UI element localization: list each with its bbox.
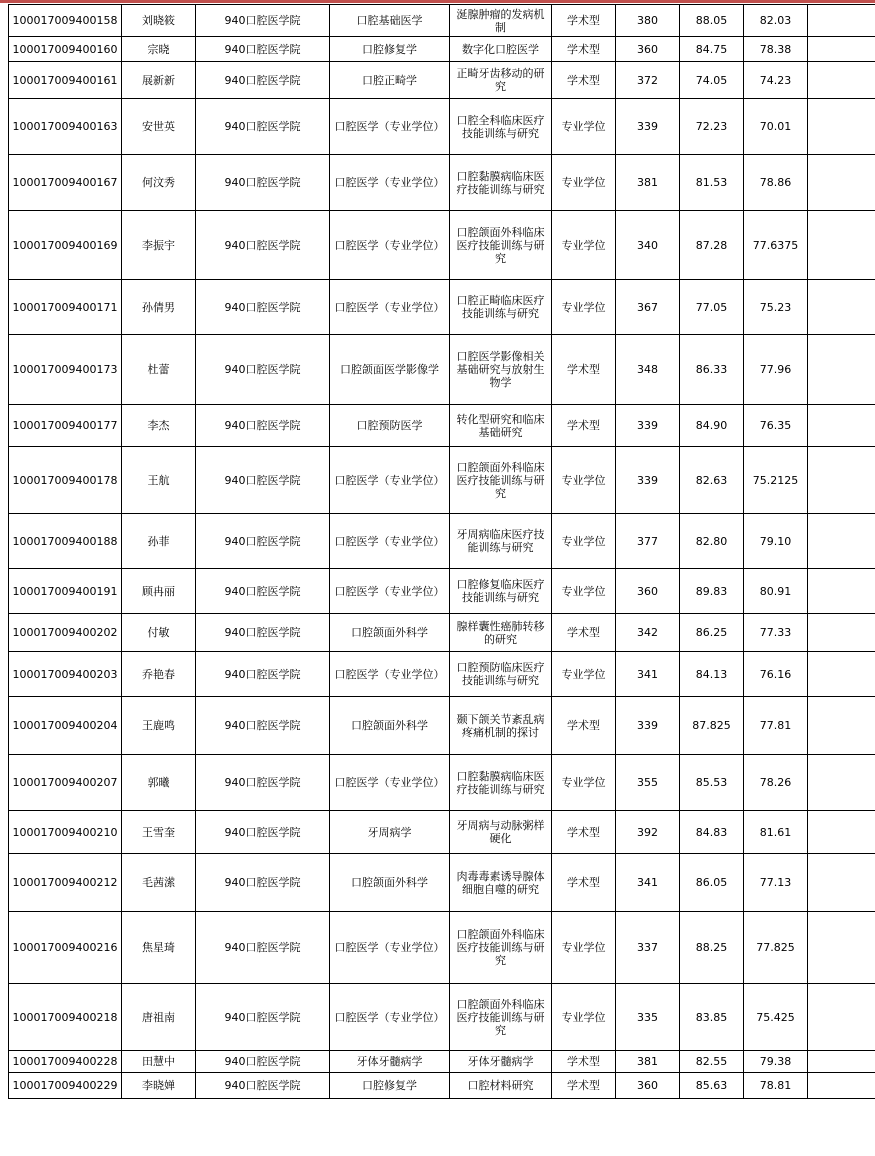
cell-major: 口腔医学（专业学位） (330, 280, 450, 335)
cell-exam-number: 100017009400212 (9, 854, 122, 912)
top-border-line (0, 0, 875, 3)
cell-name: 郭曦 (122, 755, 196, 811)
table-row (9, 405, 875, 447)
cell-major: 口腔医学（专业学位） (330, 652, 450, 697)
cell-research-direction: 口腔黏膜病临床医疗技能训练与研究 (450, 755, 552, 811)
cell-research-direction: 口腔黏膜病临床医疗技能训练与研究 (450, 155, 552, 211)
cell-college: 940口腔医学院 (196, 37, 330, 62)
cell-major: 口腔医学（专业学位） (330, 99, 450, 155)
cell-total-score: 77.33 (744, 614, 808, 652)
cell-remark (808, 755, 875, 811)
cell-remark (808, 811, 875, 854)
cell-degree-type: 专业学位 (552, 912, 616, 984)
cell-degree-type: 专业学位 (552, 652, 616, 697)
cell-college: 940口腔医学院 (196, 514, 330, 569)
cell-initial-score: 367 (616, 280, 680, 335)
cell-initial-score: 339 (616, 697, 680, 755)
cell-remark (808, 99, 875, 155)
cell-total-score: 70.01 (744, 99, 808, 155)
table-row (9, 447, 875, 514)
cell-degree-type: 学术型 (552, 1051, 616, 1073)
cell-total-score: 77.96 (744, 335, 808, 405)
cell-degree-type: 专业学位 (552, 447, 616, 514)
cell-total-score: 79.38 (744, 1051, 808, 1073)
table-row (9, 569, 875, 614)
cell-retest-score: 87.825 (680, 697, 744, 755)
cell-name: 孙菲 (122, 514, 196, 569)
cell-initial-score: 360 (616, 1073, 680, 1099)
cell-degree-type: 学术型 (552, 335, 616, 405)
table-row (9, 755, 875, 811)
cell-retest-score: 84.83 (680, 811, 744, 854)
cell-name: 刘晓筱 (122, 5, 196, 37)
cell-name: 杜蕾 (122, 335, 196, 405)
cell-total-score: 77.6375 (744, 211, 808, 280)
cell-name: 王鹿鸣 (122, 697, 196, 755)
cell-research-direction: 口腔预防临床医疗技能训练与研究 (450, 652, 552, 697)
cell-college: 940口腔医学院 (196, 447, 330, 514)
cell-initial-score: 348 (616, 335, 680, 405)
table-row (9, 1073, 875, 1099)
cell-college: 940口腔医学院 (196, 569, 330, 614)
cell-initial-score: 360 (616, 37, 680, 62)
cell-degree-type: 学术型 (552, 811, 616, 854)
cell-research-direction: 数字化口腔医学 (450, 37, 552, 62)
cell-exam-number: 100017009400228 (9, 1051, 122, 1073)
cell-name: 田慧中 (122, 1051, 196, 1073)
cell-major: 口腔正畸学 (330, 62, 450, 99)
cell-retest-score: 84.90 (680, 405, 744, 447)
cell-total-score: 75.2125 (744, 447, 808, 514)
cell-college: 940口腔医学院 (196, 614, 330, 652)
cell-college: 940口腔医学院 (196, 99, 330, 155)
cell-name: 乔艳春 (122, 652, 196, 697)
cell-initial-score: 337 (616, 912, 680, 984)
cell-retest-score: 85.63 (680, 1073, 744, 1099)
cell-college: 940口腔医学院 (196, 811, 330, 854)
cell-total-score: 81.61 (744, 811, 808, 854)
cell-initial-score: 372 (616, 62, 680, 99)
cell-major: 口腔医学（专业学位） (330, 211, 450, 280)
cell-major: 口腔颌面外科学 (330, 614, 450, 652)
cell-research-direction: 颞下颌关节紊乱病疼痛机制的探讨 (450, 697, 552, 755)
cell-college: 940口腔医学院 (196, 912, 330, 984)
cell-name: 顾冉丽 (122, 569, 196, 614)
cell-total-score: 78.26 (744, 755, 808, 811)
cell-remark (808, 405, 875, 447)
cell-retest-score: 86.05 (680, 854, 744, 912)
cell-college: 940口腔医学院 (196, 854, 330, 912)
cell-degree-type: 专业学位 (552, 211, 616, 280)
cell-initial-score: 380 (616, 5, 680, 37)
cell-degree-type: 学术型 (552, 37, 616, 62)
cell-major: 牙周病学 (330, 811, 450, 854)
cell-degree-type: 学术型 (552, 5, 616, 37)
cell-major: 口腔医学（专业学位） (330, 447, 450, 514)
cell-name: 何汶秀 (122, 155, 196, 211)
cell-degree-type: 专业学位 (552, 569, 616, 614)
cell-college: 940口腔医学院 (196, 755, 330, 811)
admission-list-table (8, 4, 875, 1099)
cell-major: 牙体牙髓病学 (330, 1051, 450, 1073)
cell-research-direction: 口腔颌面外科临床医疗技能训练与研究 (450, 447, 552, 514)
cell-research-direction: 口腔材料研究 (450, 1073, 552, 1099)
cell-research-direction: 牙周病临床医疗技能训练与研究 (450, 514, 552, 569)
cell-total-score: 80.91 (744, 569, 808, 614)
cell-initial-score: 381 (616, 155, 680, 211)
cell-name: 毛茜潆 (122, 854, 196, 912)
cell-degree-type: 学术型 (552, 62, 616, 99)
cell-initial-score: 342 (616, 614, 680, 652)
cell-name: 付敏 (122, 614, 196, 652)
cell-retest-score: 87.28 (680, 211, 744, 280)
cell-college: 940口腔医学院 (196, 155, 330, 211)
cell-remark (808, 5, 875, 37)
cell-research-direction: 口腔医学影像相关基础研究与放射生物学 (450, 335, 552, 405)
cell-research-direction: 口腔颌面外科临床医疗技能训练与研究 (450, 912, 552, 984)
cell-retest-score: 74.05 (680, 62, 744, 99)
cell-remark (808, 280, 875, 335)
cell-retest-score: 82.63 (680, 447, 744, 514)
cell-degree-type: 专业学位 (552, 984, 616, 1051)
cell-research-direction: 肉毒毒素诱导腺体细胞自噬的研究 (450, 854, 552, 912)
table-row (9, 811, 875, 854)
cell-college: 940口腔医学院 (196, 984, 330, 1051)
cell-major: 口腔医学（专业学位） (330, 569, 450, 614)
cell-remark (808, 984, 875, 1051)
cell-exam-number: 100017009400163 (9, 99, 122, 155)
table-row (9, 280, 875, 335)
cell-research-direction: 正畸牙齿移动的研究 (450, 62, 552, 99)
cell-exam-number: 100017009400158 (9, 5, 122, 37)
cell-degree-type: 专业学位 (552, 755, 616, 811)
cell-remark (808, 614, 875, 652)
cell-research-direction: 转化型研究和临床基础研究 (450, 405, 552, 447)
cell-retest-score: 88.25 (680, 912, 744, 984)
cell-exam-number: 100017009400204 (9, 697, 122, 755)
cell-total-score: 78.38 (744, 37, 808, 62)
cell-retest-score: 85.53 (680, 755, 744, 811)
cell-total-score: 82.03 (744, 5, 808, 37)
cell-degree-type: 学术型 (552, 854, 616, 912)
cell-retest-score: 81.53 (680, 155, 744, 211)
cell-college: 940口腔医学院 (196, 62, 330, 99)
cell-total-score: 77.13 (744, 854, 808, 912)
cell-initial-score: 339 (616, 99, 680, 155)
cell-college: 940口腔医学院 (196, 1073, 330, 1099)
cell-retest-score: 89.83 (680, 569, 744, 614)
table-row (9, 211, 875, 280)
cell-name: 王航 (122, 447, 196, 514)
cell-initial-score: 392 (616, 811, 680, 854)
cell-exam-number: 100017009400171 (9, 280, 122, 335)
cell-initial-score: 381 (616, 1051, 680, 1073)
cell-exam-number: 100017009400218 (9, 984, 122, 1051)
cell-major: 口腔医学（专业学位） (330, 755, 450, 811)
cell-initial-score: 341 (616, 652, 680, 697)
cell-college: 940口腔医学院 (196, 335, 330, 405)
cell-degree-type: 专业学位 (552, 155, 616, 211)
cell-remark (808, 652, 875, 697)
cell-initial-score: 339 (616, 447, 680, 514)
cell-major: 口腔医学（专业学位） (330, 155, 450, 211)
cell-name: 孙倩男 (122, 280, 196, 335)
cell-retest-score: 83.85 (680, 984, 744, 1051)
cell-retest-score: 82.55 (680, 1051, 744, 1073)
cell-exam-number: 100017009400161 (9, 62, 122, 99)
cell-name: 李晓婵 (122, 1073, 196, 1099)
table-row (9, 854, 875, 912)
table-row (9, 912, 875, 984)
cell-initial-score: 355 (616, 755, 680, 811)
cell-exam-number: 100017009400173 (9, 335, 122, 405)
cell-total-score: 75.23 (744, 280, 808, 335)
cell-college: 940口腔医学院 (196, 211, 330, 280)
cell-major: 口腔医学（专业学位） (330, 912, 450, 984)
cell-degree-type: 学术型 (552, 405, 616, 447)
cell-remark (808, 447, 875, 514)
cell-remark (808, 1051, 875, 1073)
cell-exam-number: 100017009400167 (9, 155, 122, 211)
cell-major: 口腔颌面医学影像学 (330, 335, 450, 405)
cell-total-score: 78.86 (744, 155, 808, 211)
cell-college: 940口腔医学院 (196, 405, 330, 447)
cell-name: 李杰 (122, 405, 196, 447)
table-row (9, 614, 875, 652)
cell-remark (808, 697, 875, 755)
cell-name: 宗晓 (122, 37, 196, 62)
cell-research-direction: 口腔正畸临床医疗技能训练与研究 (450, 280, 552, 335)
cell-major: 口腔医学（专业学位） (330, 514, 450, 569)
cell-major: 口腔颌面外科学 (330, 854, 450, 912)
cell-remark (808, 335, 875, 405)
cell-remark (808, 1073, 875, 1099)
cell-degree-type: 学术型 (552, 1073, 616, 1099)
cell-remark (808, 912, 875, 984)
cell-remark (808, 211, 875, 280)
cell-remark (808, 155, 875, 211)
cell-major: 口腔修复学 (330, 1073, 450, 1099)
cell-retest-score: 82.80 (680, 514, 744, 569)
table-row (9, 514, 875, 569)
cell-college: 940口腔医学院 (196, 1051, 330, 1073)
table-row (9, 37, 875, 62)
cell-total-score: 75.425 (744, 984, 808, 1051)
cell-major: 口腔基础医学 (330, 5, 450, 37)
cell-retest-score: 72.23 (680, 99, 744, 155)
cell-exam-number: 100017009400188 (9, 514, 122, 569)
cell-initial-score: 360 (616, 569, 680, 614)
cell-total-score: 77.81 (744, 697, 808, 755)
cell-exam-number: 100017009400207 (9, 755, 122, 811)
cell-research-direction: 口腔颌面外科临床医疗技能训练与研究 (450, 984, 552, 1051)
cell-retest-score: 86.25 (680, 614, 744, 652)
cell-name: 焦星琦 (122, 912, 196, 984)
cell-total-score: 74.23 (744, 62, 808, 99)
cell-exam-number: 100017009400178 (9, 447, 122, 514)
cell-retest-score: 84.13 (680, 652, 744, 697)
cell-initial-score: 340 (616, 211, 680, 280)
table-row (9, 335, 875, 405)
cell-remark (808, 854, 875, 912)
cell-initial-score: 377 (616, 514, 680, 569)
cell-exam-number: 100017009400202 (9, 614, 122, 652)
cell-college: 940口腔医学院 (196, 652, 330, 697)
cell-degree-type: 专业学位 (552, 280, 616, 335)
cell-total-score: 76.35 (744, 405, 808, 447)
cell-remark (808, 37, 875, 62)
cell-research-direction: 口腔全科临床医疗技能训练与研究 (450, 99, 552, 155)
table-row (9, 1051, 875, 1073)
cell-name: 安世英 (122, 99, 196, 155)
cell-major: 口腔修复学 (330, 37, 450, 62)
cell-initial-score: 335 (616, 984, 680, 1051)
cell-exam-number: 100017009400177 (9, 405, 122, 447)
cell-remark (808, 514, 875, 569)
cell-retest-score: 77.05 (680, 280, 744, 335)
cell-exam-number: 100017009400216 (9, 912, 122, 984)
cell-total-score: 76.16 (744, 652, 808, 697)
table-row (9, 652, 875, 697)
cell-retest-score: 86.33 (680, 335, 744, 405)
table-row (9, 984, 875, 1051)
table-row (9, 697, 875, 755)
cell-initial-score: 341 (616, 854, 680, 912)
cell-major: 口腔预防医学 (330, 405, 450, 447)
table-row (9, 99, 875, 155)
cell-college: 940口腔医学院 (196, 697, 330, 755)
cell-research-direction: 牙体牙髓病学 (450, 1051, 552, 1073)
cell-degree-type: 学术型 (552, 697, 616, 755)
cell-exam-number: 100017009400203 (9, 652, 122, 697)
cell-exam-number: 100017009400210 (9, 811, 122, 854)
cell-college: 940口腔医学院 (196, 5, 330, 37)
cell-research-direction: 牙周病与动脉粥样硬化 (450, 811, 552, 854)
cell-research-direction: 口腔修复临床医疗技能训练与研究 (450, 569, 552, 614)
cell-degree-type: 专业学位 (552, 514, 616, 569)
cell-college: 940口腔医学院 (196, 280, 330, 335)
cell-major: 口腔颌面外科学 (330, 697, 450, 755)
table-row (9, 5, 875, 37)
cell-total-score: 79.10 (744, 514, 808, 569)
cell-research-direction: 腺样囊性癌肺转移的研究 (450, 614, 552, 652)
cell-retest-score: 88.05 (680, 5, 744, 37)
cell-research-direction: 涎腺肿瘤的发病机制 (450, 5, 552, 37)
cell-major: 口腔医学（专业学位） (330, 984, 450, 1051)
cell-exam-number: 100017009400160 (9, 37, 122, 62)
cell-exam-number: 100017009400229 (9, 1073, 122, 1099)
cell-name: 唐祖南 (122, 984, 196, 1051)
cell-name: 展新新 (122, 62, 196, 99)
cell-remark (808, 62, 875, 99)
cell-degree-type: 专业学位 (552, 99, 616, 155)
table-body (9, 5, 875, 1099)
cell-total-score: 78.81 (744, 1073, 808, 1099)
cell-research-direction: 口腔颌面外科临床医疗技能训练与研究 (450, 211, 552, 280)
cell-remark (808, 569, 875, 614)
cell-exam-number: 100017009400169 (9, 211, 122, 280)
cell-retest-score: 84.75 (680, 37, 744, 62)
cell-name: 李振宇 (122, 211, 196, 280)
cell-total-score: 77.825 (744, 912, 808, 984)
cell-name: 王雪奎 (122, 811, 196, 854)
table-row (9, 155, 875, 211)
cell-degree-type: 学术型 (552, 614, 616, 652)
cell-exam-number: 100017009400191 (9, 569, 122, 614)
table-row (9, 62, 875, 99)
cell-initial-score: 339 (616, 405, 680, 447)
